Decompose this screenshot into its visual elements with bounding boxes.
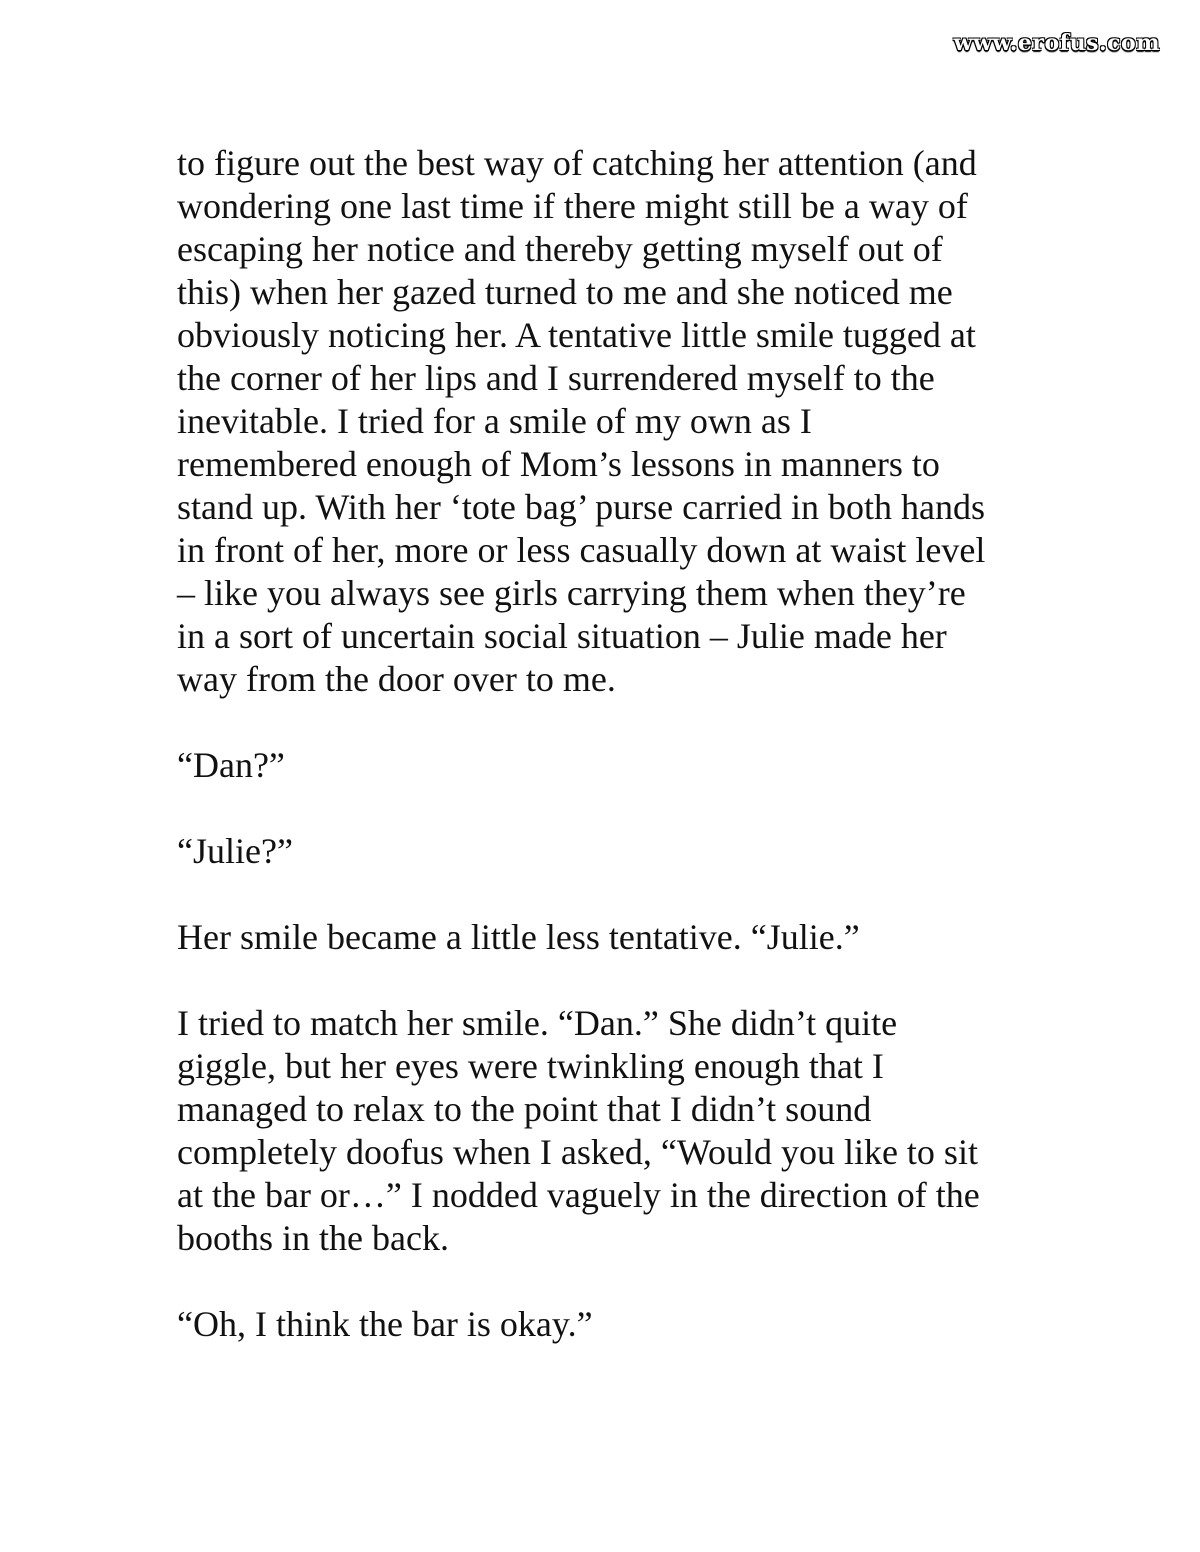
text-line: completely doofus when I asked, “Would you like to sit <box>177 1132 978 1172</box>
text-line: booths in the back. <box>177 1218 449 1258</box>
text-line: managed to relax to the point that I didn’t sound <box>177 1089 872 1129</box>
text-line: I tried to match her smile. “Dan.” She didn’t quite <box>177 1003 898 1043</box>
page-body <box>177 142 1037 1389</box>
paragraph-1 <box>177 142 1037 701</box>
text-line: escaping her notice and thereby getting myself out of <box>177 229 943 269</box>
paragraph-3 <box>177 830 1037 873</box>
text-line: Her smile became a little less tentative. “Julie.” <box>177 917 860 957</box>
text-line: “Julie?” <box>177 831 293 871</box>
text-line: way from the door over to me. <box>177 659 616 699</box>
text-line: the corner of her lips and I surrendered myself to the <box>177 358 935 398</box>
text-line: inevitable. I tried for a smile of my own as I <box>177 401 812 441</box>
text-line: in a sort of uncertain social situation – Julie made her <box>177 616 947 656</box>
text-line: at the bar or…” I nodded vaguely in the direction of the <box>177 1175 980 1215</box>
text-line: this) when her gazed turned to me and she noticed me <box>177 272 953 312</box>
text-line: in front of her, more or less casually down at waist level <box>177 530 986 570</box>
text-line: giggle, but her eyes were twinkling enough that I <box>177 1046 884 1086</box>
text-line: obviously noticing her. A tentative little smile tugged at <box>177 315 976 355</box>
paragraph-6 <box>177 1303 1037 1346</box>
site-watermark: www.erofus.com <box>953 30 1160 56</box>
text-line: wondering one last time if there might still be a way of <box>177 186 968 226</box>
text-line: “Oh, I think the bar is okay.” <box>177 1304 593 1344</box>
paragraph-5 <box>177 1002 1037 1260</box>
text-line: stand up. With her ‘tote bag’ purse carried in both hands <box>177 487 985 527</box>
paragraph-4 <box>177 916 1037 959</box>
text-line: to figure out the best way of catching her attention (and <box>177 143 977 183</box>
text-line: remembered enough of Mom’s lessons in manners to <box>177 444 940 484</box>
text-line: “Dan?” <box>177 745 285 785</box>
paragraph-2 <box>177 744 1037 787</box>
text-line: – like you always see girls carrying them when they’re <box>177 573 966 613</box>
